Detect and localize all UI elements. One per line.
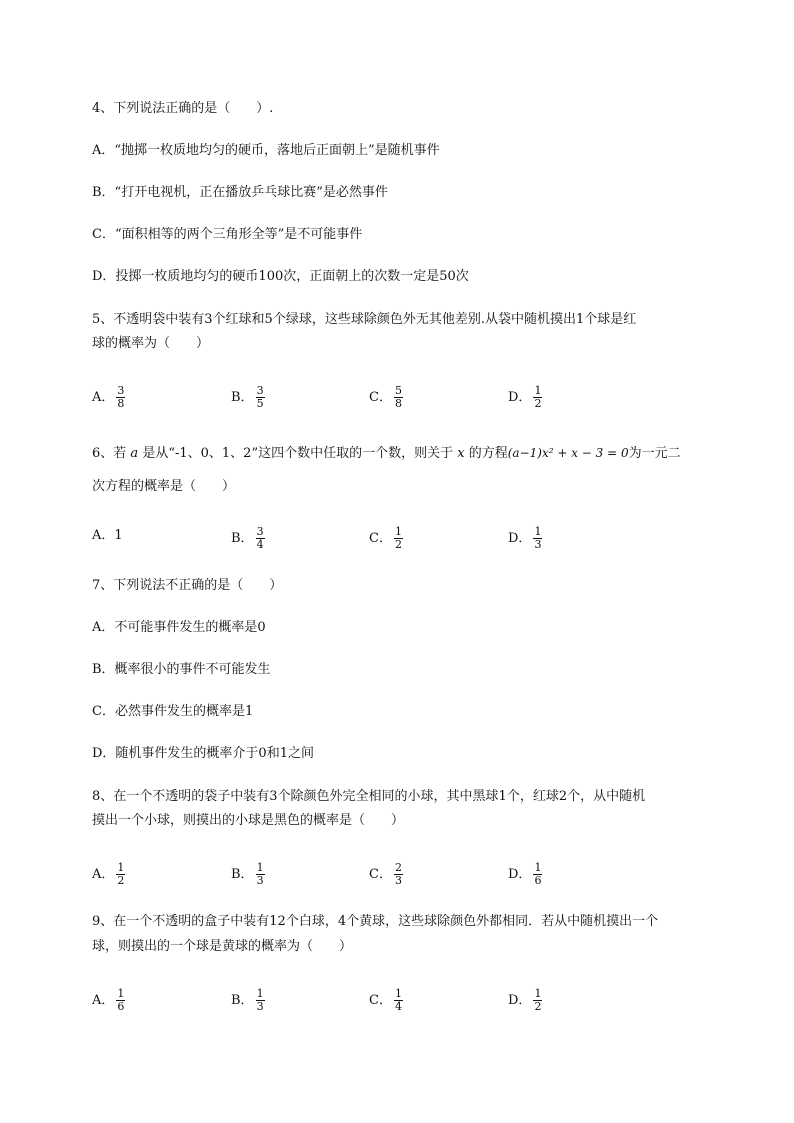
q4-option-d: D．投掷一枚质地均匀的硬币100次，正面朝上的次数一定是50次 bbox=[92, 269, 469, 284]
q5-option-a: A． $\frac{3}{8}$ bbox=[92, 384, 125, 410]
q6-option-a: A．1 bbox=[92, 528, 123, 543]
q9-option-a: A． $\frac{1}{6}$ bbox=[92, 987, 125, 1013]
q7-option-c: C．必然事件发生的概率是1 bbox=[92, 704, 254, 719]
q4-stem: 4、下列说法正确的是（ ）. bbox=[92, 101, 274, 116]
q9-option-b: B． $\frac{1}{3}$ bbox=[231, 987, 264, 1013]
q7-option-b: B．概率很小的事件不可能发生 bbox=[92, 662, 271, 677]
q6-option-c: C． $\frac{1}{2}$ bbox=[369, 525, 402, 551]
q8-stem-line2: 摸出一个小球，则摸出的小球是黑色的概率是（ ） bbox=[92, 813, 405, 828]
q5-option-d: D． $\frac{1}{2}$ bbox=[508, 384, 542, 410]
q7-option-a: A．不可能事件发生的概率是0 bbox=[92, 620, 266, 635]
q9-stem-line2: 球，则摸出的一个球是黄球的概率为（ ） bbox=[92, 939, 353, 954]
q5-stem-line1: 5、不透明袋中装有3个红球和5个绿球，这些球除颜色外无其他差别.从袋中随机摸出1个球是红 bbox=[92, 312, 637, 327]
q6-equation: (a−1)x² + x − 3 = 0 bbox=[507, 446, 629, 460]
q8-option-a: A． $\frac{1}{2}$ bbox=[92, 861, 125, 887]
q6-stem-line2: 次方程的概率是（ ） bbox=[92, 479, 236, 494]
q9-option-c: C． $\frac{1}{4}$ bbox=[369, 987, 402, 1013]
q8-option-b: B． $\frac{1}{3}$ bbox=[231, 861, 264, 887]
q4-option-a: A．“抛掷一枚质地均匀的硬币，落地后正面朝上”是随机事件 bbox=[92, 143, 440, 158]
q6-option-b: B． $\frac{3}{4}$ bbox=[231, 525, 264, 551]
q6-option-d: D． $\frac{1}{3}$ bbox=[508, 525, 542, 551]
q7-stem: 7、下列说法不正确的是（ ） bbox=[92, 578, 283, 593]
q5-option-c: C． $\frac{5}{8}$ bbox=[369, 384, 402, 410]
q4-option-c: C．“面积相等的两个三角形全等”是不可能事件 bbox=[92, 227, 363, 242]
q8-option-d: D． $\frac{1}{6}$ bbox=[508, 861, 542, 887]
q6-stem-line1: 6、若 a 是从“-1、0、1、2”这四个数中任取的一个数，则关于 x 的方程(a−1)x² + x − 3 = 0为一元二 bbox=[92, 446, 681, 461]
q4-option-b: B．“打开电视机，正在播放乒乓球比赛”是必然事件 bbox=[92, 185, 388, 200]
q7-option-d: D．随机事件发生的概率介于0和1之间 bbox=[92, 746, 314, 761]
q9-option-d: D． $\frac{1}{2}$ bbox=[508, 987, 542, 1013]
q8-option-c: C． $\frac{2}{3}$ bbox=[369, 861, 402, 887]
q5-option-b: B． $\frac{3}{5}$ bbox=[231, 384, 264, 410]
q9-stem-line1: 9、在一个不透明的盒子中装有12个白球，4个黄球，这些球除颜色外都相同．若从中随机摸出一个 bbox=[92, 914, 659, 929]
q8-stem-line1: 8、在一个不透明的袋子中装有3个除颜色外完全相同的小球，其中黑球1个，红球2个，从中随机 bbox=[92, 789, 646, 804]
q5-stem-line2: 球的概率为（ ） bbox=[92, 336, 210, 351]
